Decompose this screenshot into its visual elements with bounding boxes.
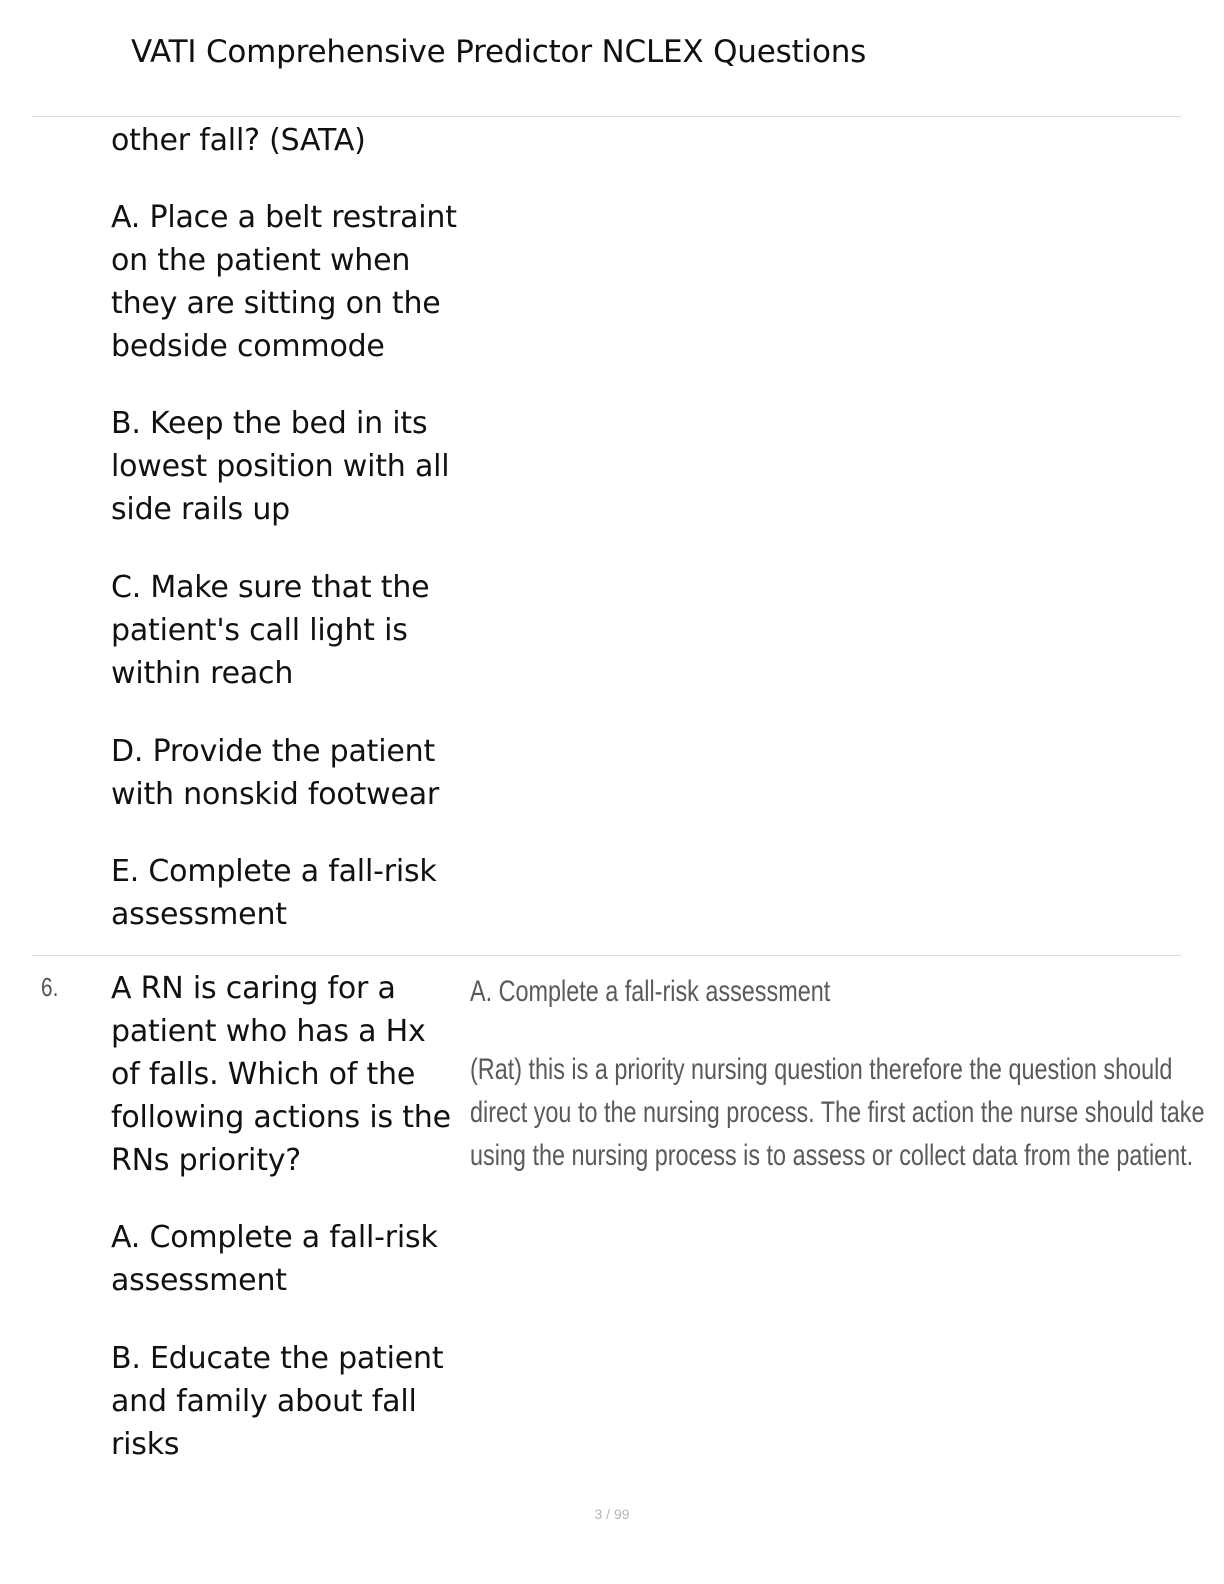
- option-a: A. Complete a fall-risk assessment: [111, 1220, 438, 1298]
- question-stem: A RN is caring for a patient who has a Hx of falls. Which of the following actions is the RNs priority?: [111, 971, 451, 1178]
- rationale-text: [470, 1048, 1204, 1177]
- header-divider: [32, 116, 1181, 117]
- option-c: C. Make sure that the patient's call light is within reach: [111, 570, 430, 691]
- page-number: 3 / 99: [594, 1506, 630, 1522]
- question-divider: [32, 955, 1181, 956]
- option-a: A. Place a belt restraint on the patient when they are sitting on the bedside commode: [111, 200, 457, 364]
- page-title: VATI Comprehensive Predictor NCLEX Questions: [131, 34, 867, 70]
- option-b: B. Educate the patient and family about fall risks: [111, 1341, 444, 1462]
- question-stem-continued: other fall? (SATA): [111, 123, 366, 158]
- option-b: B. Keep the bed in its lowest position with all side rails up: [111, 406, 450, 527]
- option-d: D. Provide the patient with nonskid footwear: [111, 734, 440, 812]
- option-e: E. Complete a fall-risk assessment: [111, 854, 437, 932]
- rationale-line: direct you to the nursing process. The first action the nurse should take: [470, 1096, 1205, 1129]
- question-number: 6.: [41, 972, 59, 1002]
- answer-text: A. Complete a fall-risk assessment: [470, 975, 831, 1008]
- rationale-line: using the nursing process is to assess or collect data from the patient.: [470, 1139, 1194, 1172]
- rationale-line: (Rat) this is a priority nursing question therefore the question should: [470, 1053, 1173, 1086]
